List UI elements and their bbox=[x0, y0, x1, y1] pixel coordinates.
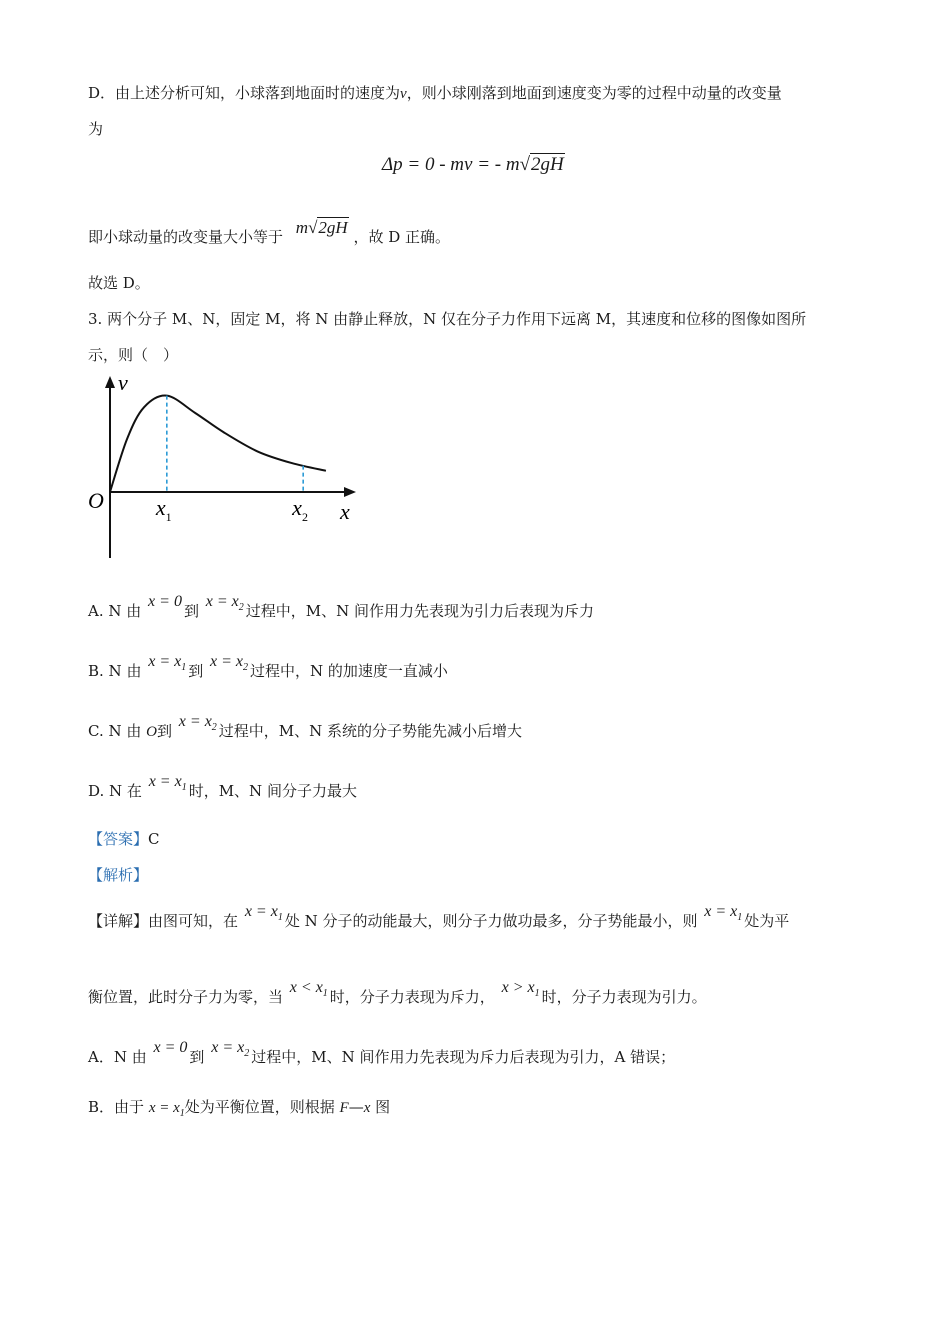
axes bbox=[105, 376, 356, 558]
math-inline bbox=[206, 591, 244, 619]
x1-tick-label bbox=[155, 495, 172, 524]
option-d bbox=[88, 773, 357, 809]
math: x = x bbox=[148, 773, 182, 790]
momentum-formula bbox=[382, 154, 565, 176]
math: x = 0 bbox=[148, 593, 182, 610]
text: B. N 由 bbox=[88, 662, 142, 680]
text: 时，分子力表现为引力。 bbox=[541, 988, 707, 1006]
text: 过程中，N 的加速度一直减小 bbox=[250, 662, 448, 680]
text: D. N 在 bbox=[88, 782, 142, 800]
answer-tag: 【答案】 bbox=[88, 830, 149, 848]
math-inline bbox=[502, 977, 540, 1005]
question-stem-line1: 3. 两个分子 M、N，固定 M，将 N 由静止释放，N 仅在分子力作用下远离 M，其速度和位移的图像如图所 bbox=[88, 310, 807, 328]
math: x = x bbox=[148, 1100, 180, 1116]
text: 过程中，M、N 间作用力先表现为引力后表现为斥力 bbox=[245, 602, 595, 620]
velocity-displacement-graph bbox=[84, 372, 374, 567]
x2-sub: 2 bbox=[301, 510, 308, 524]
origin-label: O bbox=[88, 488, 104, 513]
math-inline bbox=[149, 771, 187, 799]
detail-line1 bbox=[88, 903, 790, 939]
sqrt-sign: √ bbox=[519, 154, 531, 175]
marker-layer bbox=[167, 396, 303, 492]
question-stem-line2: 示，则（ ） bbox=[88, 346, 179, 364]
text: 到 bbox=[188, 662, 204, 680]
math-inline bbox=[148, 591, 182, 613]
sub: 2 bbox=[244, 1048, 250, 1060]
math: x = 0 bbox=[153, 1039, 188, 1056]
text: C. N 由 bbox=[88, 722, 142, 740]
formula-root: 2gH bbox=[531, 154, 564, 175]
y-axis-label: v bbox=[118, 372, 128, 395]
math-f: F bbox=[339, 1100, 349, 1116]
math-m: m bbox=[295, 218, 309, 237]
velocity-curve bbox=[110, 396, 326, 492]
sub: 1 bbox=[181, 662, 187, 674]
solution-a bbox=[88, 1039, 676, 1075]
answer-value: C bbox=[148, 830, 160, 848]
sub: 2 bbox=[211, 722, 217, 734]
text: 过程中，M、N 间作用力先表现为斥力后表现为引力，A 错误； bbox=[251, 1048, 676, 1066]
text: 由图可知，在 bbox=[148, 912, 239, 930]
solution-b bbox=[88, 1096, 390, 1125]
sub: 1 bbox=[737, 912, 743, 924]
math-inline bbox=[704, 901, 742, 929]
math: x = x bbox=[211, 1039, 245, 1056]
prev-d-line2: 为 bbox=[88, 120, 104, 138]
text: 即小球动量的改变量大小等于 bbox=[88, 228, 284, 246]
option-b bbox=[88, 653, 448, 689]
text: A．N 由 bbox=[88, 1048, 147, 1066]
curve-layer bbox=[110, 396, 326, 492]
text: A. N 由 bbox=[88, 602, 142, 620]
conclusion-math: m√2gH bbox=[295, 218, 348, 237]
sub: 1 bbox=[181, 782, 187, 794]
option-a bbox=[88, 593, 595, 629]
math-x: x bbox=[363, 1100, 371, 1116]
formula-lhs: Δp = 0 - mv = - m bbox=[382, 154, 520, 175]
math-inline bbox=[148, 651, 186, 679]
text: 处为平 bbox=[744, 912, 790, 930]
detail-line2 bbox=[88, 979, 707, 1015]
math: x < x bbox=[289, 979, 323, 996]
text: ，则小球刚落到地面到速度变为零的过程中动量的改变量 bbox=[406, 84, 782, 102]
prev-conclusion bbox=[88, 218, 451, 248]
text: 时，分子力表现为斥力， bbox=[329, 988, 495, 1006]
answer-line bbox=[88, 828, 160, 850]
option-c bbox=[88, 713, 523, 749]
math: x = x bbox=[148, 653, 182, 670]
math: x = x bbox=[205, 593, 239, 610]
sub: 1 bbox=[534, 988, 540, 1000]
math-root: 2gH bbox=[318, 218, 348, 237]
math-inline bbox=[290, 977, 328, 1005]
x-axis-label: x bbox=[340, 499, 350, 524]
math-inline bbox=[154, 1037, 188, 1059]
math-inline bbox=[245, 901, 283, 929]
text: 到 bbox=[157, 722, 173, 740]
text: 处 N 分子的动能最大，则分子力做功最多，分子势能最小，则 bbox=[284, 912, 698, 930]
prev-d-line1 bbox=[88, 82, 782, 105]
sub: 2 bbox=[243, 662, 249, 674]
math: x = x bbox=[178, 713, 212, 730]
sub: 2 bbox=[238, 602, 244, 614]
text: 图 bbox=[375, 1098, 391, 1116]
text: B．由于 bbox=[88, 1098, 145, 1116]
x1-sub: 1 bbox=[165, 510, 172, 524]
math-inline bbox=[210, 651, 248, 679]
dash: — bbox=[348, 1098, 364, 1116]
math: x = x bbox=[244, 903, 278, 920]
math-o: O bbox=[146, 724, 157, 740]
math-inline bbox=[211, 1037, 249, 1065]
math: x > x bbox=[501, 979, 535, 996]
text: D．由上述分析可知，小球落到地面时的速度为 bbox=[88, 84, 401, 102]
text: 时，M、N 间分子力最大 bbox=[188, 782, 357, 800]
sub: 1 bbox=[179, 1108, 185, 1119]
text: 到 bbox=[183, 602, 199, 620]
math: x = x bbox=[210, 653, 244, 670]
math-inline bbox=[148, 1100, 185, 1119]
math-inline bbox=[179, 711, 217, 739]
text: 过程中，M、N 系统的分子势能先减小后增大 bbox=[218, 722, 523, 740]
x2-tick-label bbox=[291, 495, 308, 524]
x1-text: x bbox=[155, 495, 166, 520]
text: 处为平衡位置，则根据 bbox=[184, 1098, 335, 1116]
text: 衡位置，此时分子力为零，当 bbox=[88, 988, 284, 1006]
x2-text: x bbox=[292, 495, 302, 520]
x-axis-arrow bbox=[344, 487, 356, 497]
sub: 1 bbox=[277, 912, 283, 924]
math-v: v bbox=[400, 86, 407, 102]
prev-choose: 故选 D。 bbox=[88, 274, 150, 292]
text: ，故 D 正确。 bbox=[353, 228, 451, 246]
y-axis-arrow bbox=[105, 376, 115, 388]
detail-tag: 【详解】 bbox=[88, 912, 149, 930]
math: x = x bbox=[704, 903, 738, 920]
sub: 1 bbox=[322, 988, 328, 1000]
analysis-tag: 【解析】 bbox=[88, 866, 149, 884]
text: 到 bbox=[189, 1048, 205, 1066]
